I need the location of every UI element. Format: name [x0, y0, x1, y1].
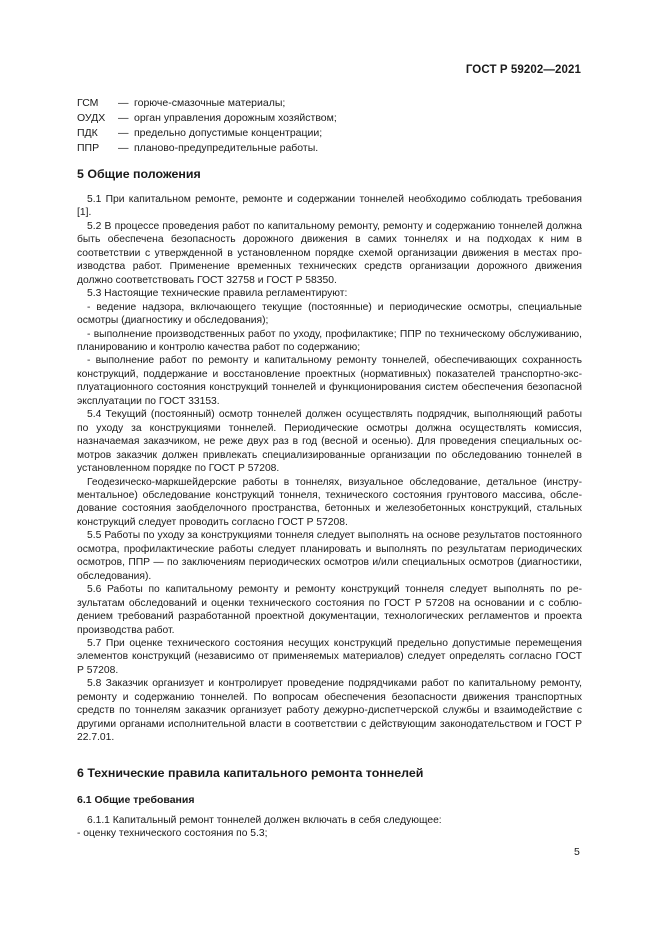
abbreviation-dash: —	[118, 142, 129, 154]
list-item-5-3-c: - выполнение работ по ремонту и капитальному ремонту тоннелей, обеспечивающих сохранность конструкций, поддержание и восстановление проектных (нормативных) показателей транспортно-эксплуатационного состояния конструкций тоннелей и функционирования систем обеспечения безопасной эксплуатации по ГОСТ 33153.	[77, 355, 582, 407]
abbreviation-definition: горюче-смазочные материалы;	[134, 97, 286, 109]
paragraph-6-1-1: 6.1.1 Капитальный ремонт тоннелей должен включать в себя следующее:	[87, 815, 442, 826]
paragraph-5-3: 5.3 Настоящие технические правила регламентируют:	[87, 288, 348, 300]
abbreviation-list	[77, 96, 337, 156]
abbreviation-item	[77, 111, 337, 126]
section-5-heading: 5 Общие положения	[77, 167, 201, 181]
paragraph-5-6: 5.6 Работы по капитальному ремонту и ремонту конструкций тоннеля следует выполнять по результатам обследований и оценки технического состояния по ГОСТ Р 57208 на основании и с соблюдением требований разработанной проектной документации, технологических регламентов и проекта производства работ.	[77, 584, 582, 636]
section-5-body	[77, 193, 582, 745]
paragraph-5-1: 5.1 При капитальном ремонте, ремонте и содержании тоннелей необходимо соблюдать требования [1].	[77, 194, 582, 219]
abbreviation-definition: предельно допустимые концентрации;	[134, 127, 323, 139]
standard-header: ГОСТ Р 59202—2021	[465, 64, 581, 76]
list-item-5-3-b: - выполнение производственных работ по уходу, профилактике; ППР по техническому обслуживанию, планированию и контролю качества работ по содержанию;	[77, 328, 582, 353]
abbreviation-term: ППР	[77, 142, 100, 154]
abbreviation-definition: орган управления дорожным хозяйством;	[134, 112, 337, 124]
paragraph-5-4-geodesy: Геодезическо-маркшейдерские работы в тоннелях, визуальное обследование, детальное (инструментальное) обследование конструкций тоннеля, технического состояния грунтового массива, обследование состояния заобделочного пространства, бетонных и железобетонных конструкций, стальных конструкций следует проводить согласно ГОСТ Р 57208.	[77, 476, 582, 528]
abbreviation-item	[77, 96, 337, 111]
list-item-5-3-a: - ведение надзора, включающего текущие (постоянные) и периодические осмотры, специальные осмотры (диагностику и обследования);	[77, 301, 582, 327]
abbreviation-term: ОУДХ	[77, 112, 106, 124]
page-number: 5	[574, 846, 580, 858]
paragraph-5-7: 5.7 При оценке технического состояния несущих конструкций предельно допустимые перемещения элементов конструкций (независимо от применяемых материалов) следует определять согласно ГОСТ Р 57208.	[77, 637, 582, 676]
paragraph-5-5: 5.5 Работы по уходу за конструкциями тоннеля следует выполнять на основе результатов постоянного осмотра, профилактические работы следует планировать и выполнять по результатам периодических осмотров, ППР — по заключениям периодических осмотров и/или специальных осмотров (диагностики, обследования).	[77, 530, 582, 582]
paragraph-5-4: 5.4 Текущий (постоянный) осмотр тоннелей должен осуществлять подрядчик, выполняющий работы по уходу за конструкциями тоннелей. Периодические осмотры должна осуществлять комиссия, назначаемая заказчиком, не реже двух раз в год (весной и осенью). Для проведения специальных осмотров заказчик должен привлекать специализированные организации по обследованию тоннелей в установленном порядке по ГОСТ Р 57208.	[77, 409, 582, 475]
section-6-heading: 6 Технические правила капитального ремонта тоннелей	[77, 766, 424, 780]
abbreviation-term: ГСМ	[77, 97, 99, 109]
abbreviation-term: ПДК	[77, 127, 98, 139]
list-item-6-1-1-a: - оценку технического состояния по 5.3;	[77, 828, 268, 840]
abbreviation-dash: —	[118, 127, 129, 139]
abbreviation-definition: планово-предупредительные работы.	[134, 142, 319, 154]
section-6-body	[77, 814, 582, 841]
paragraph-5-8: 5.8 Заказчик организует и контролирует проведение подрядчиками работ по капитальному ремонту, ремонту и содержанию тоннелей. По вопросам обеспечения безопасности движения транспортных средств по тоннелям заказчик организует работу дежурно-диспетчерской службы и взаимодействие с другими органами исполнительной власти в соответствии с действующим законодательством и ГОСТ Р 22.7.01.	[77, 678, 582, 744]
abbreviation-item	[77, 141, 337, 156]
abbreviation-dash: —	[118, 97, 129, 109]
subsection-6-1-heading: 6.1 Общие требования	[77, 794, 195, 806]
abbreviation-item	[77, 126, 337, 141]
paragraph-5-2: 5.2 В процессе проведения работ по капитальному ремонту, ремонту и содержанию тоннелей должна быть обеспечена безопасность дорожного движения в самих тоннелях и на подходах к ним в соответствии с утвержденной в установленном порядке схемой организации движения в местах производства работ. Применение временных технических средств организации дорожного движения должно соответствовать ГОСТ 32758 и ГОСТ Р 58350.	[77, 220, 582, 286]
abbreviation-dash: —	[118, 112, 129, 124]
